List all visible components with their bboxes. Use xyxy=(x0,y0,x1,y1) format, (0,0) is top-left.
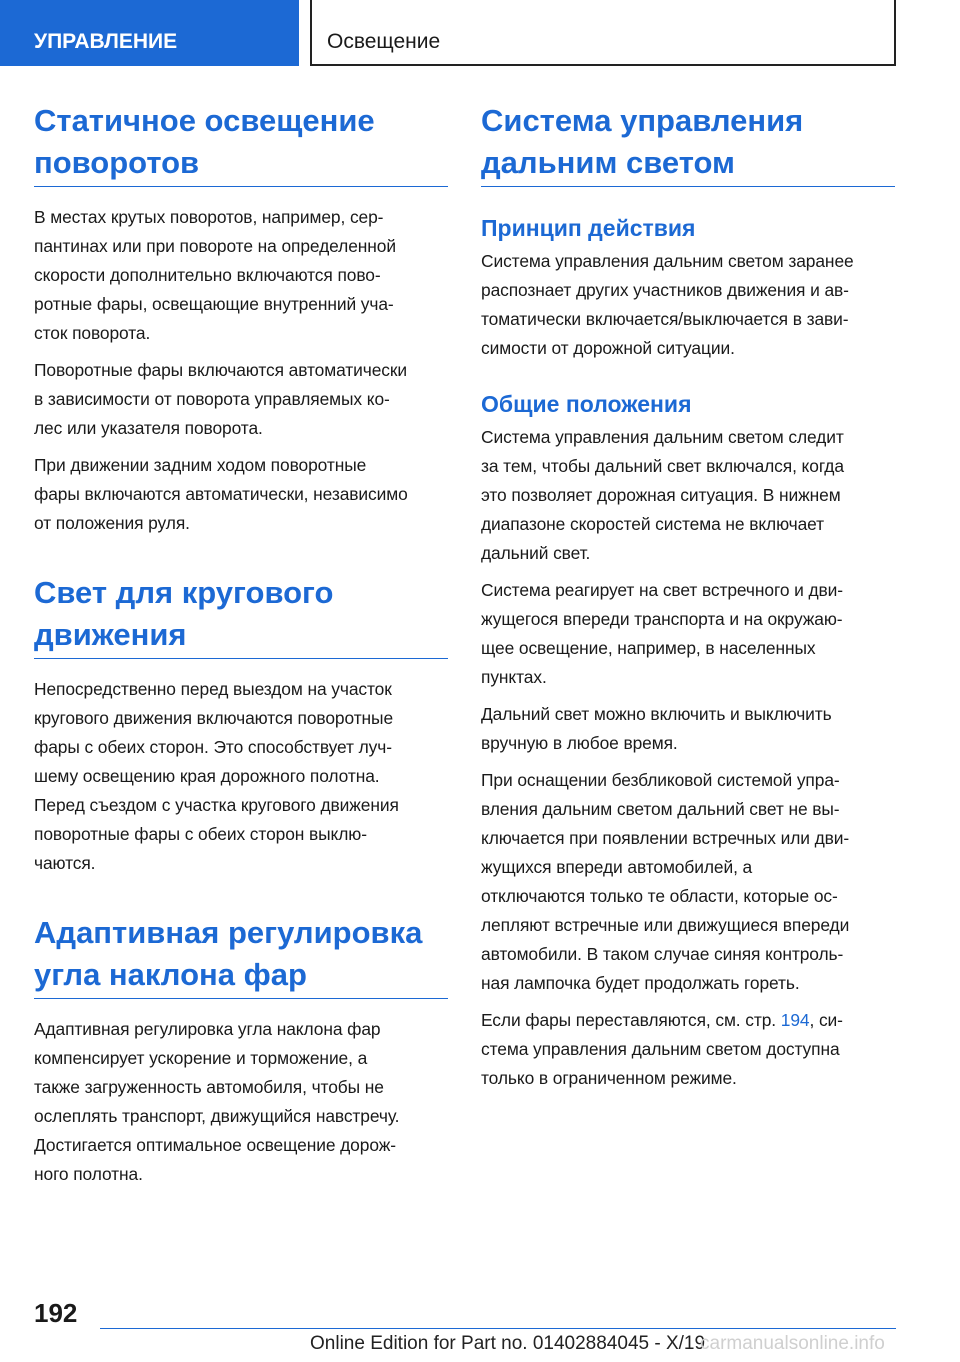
text-line: ослеплять транспорт, движущийся навстречу. xyxy=(34,1106,400,1126)
text-line: компенсирует ускорение и торможение, а xyxy=(34,1048,368,1068)
text-line: ключается при появлении встречных или дви- xyxy=(481,828,850,848)
text-line: поворотов xyxy=(34,145,200,180)
text-line: чаются. xyxy=(34,853,96,873)
paragraph xyxy=(481,576,895,692)
text-fragment: Если фары переставляются, см. стр. xyxy=(481,1010,781,1030)
text-line: лес или указателя поворота. xyxy=(34,418,263,438)
chapter-tab: УПРАВЛЕНИЕ xyxy=(0,0,299,66)
text-line: дальним светом xyxy=(481,145,735,180)
text-line: ного полотна. xyxy=(34,1164,143,1184)
principle-subsection xyxy=(481,213,895,363)
edition-note: Online Edition for Part no. 01402884045 - X/19 xyxy=(310,1333,706,1354)
text-line: Система управления xyxy=(481,103,804,138)
text-line: В местах крутых поворотов, например, сер- xyxy=(34,207,384,227)
section-title: Освещение xyxy=(310,0,896,66)
paragraph xyxy=(34,451,448,538)
text-line: щее освещение, например, в населенных xyxy=(481,638,816,658)
text-line: ротные фары, освещающие внутренний уча- xyxy=(34,294,394,314)
text-line: в зависимости от поворота управляемых ко- xyxy=(34,389,390,409)
text-line: кругового движения включаются поворотные xyxy=(34,708,394,728)
paragraph xyxy=(481,700,895,758)
adaptive-headlight-range-section xyxy=(34,912,448,1189)
section-heading xyxy=(34,572,448,659)
text-line: ная лампочка будет продолжать гореть. xyxy=(481,973,800,993)
text-line: это позволяет дорожная ситуация. В нижнем xyxy=(481,485,841,505)
text-line: Статичное освещение xyxy=(34,103,375,138)
text-line: пантинах или при повороте на определенной xyxy=(34,236,396,256)
text-line: При оснащении безбликовой системой упра- xyxy=(481,770,840,790)
text-line: фары включаются автоматически, независимо xyxy=(34,484,408,504)
text-line: томатически включается/выключается в зави- xyxy=(481,309,849,329)
section-heading xyxy=(481,100,895,187)
text-line: Система управления дальним светом заранее xyxy=(481,251,854,271)
roundabout-light-section xyxy=(34,572,448,878)
text-line: симости от дорожной ситуации. xyxy=(481,338,735,358)
static-turn-lights-section xyxy=(34,100,448,538)
text-line: поворотные фары с обеих сторон выклю- xyxy=(34,824,367,844)
text-line: Свет для кругового xyxy=(34,575,334,610)
text-line: сток поворота. xyxy=(34,323,151,343)
text-line: Непосредственно перед выездом на участок xyxy=(34,679,392,699)
general-subsection xyxy=(481,389,895,1093)
text-line: фары с обеих сторон. Это способствует луч- xyxy=(34,737,392,757)
text-line: лепляют встречные или движущиеся впереди xyxy=(481,915,850,935)
text-line: стема управления дальним светом доступна xyxy=(481,1039,840,1059)
text-line: распознает других участников движения и ав- xyxy=(481,280,849,300)
subsection-heading: Принцип действия xyxy=(481,215,696,241)
paragraph xyxy=(34,356,448,443)
subsection-heading: Общие положения xyxy=(481,391,692,417)
text-line: Адаптивная регулировка xyxy=(34,915,423,950)
paragraph xyxy=(481,1006,895,1093)
text-line: Перед съездом с участка кругового движения xyxy=(34,795,399,815)
page-number: 192 xyxy=(34,1298,78,1328)
right-column xyxy=(481,100,895,1119)
text-line: от положения руля. xyxy=(34,513,190,533)
section-heading xyxy=(34,912,448,999)
text-line: шему освещению края дорожного полотна. xyxy=(34,766,380,786)
text-line: за тем, чтобы дальний свет включался, когда xyxy=(481,456,844,476)
text-line: только в ограниченном режиме. xyxy=(481,1068,737,1088)
paragraph xyxy=(481,766,895,998)
paragraph-continuation xyxy=(481,1035,895,1093)
text-line: пунктах. xyxy=(481,667,547,687)
text-line: При движении задним ходом поворотные xyxy=(34,455,367,475)
footer-rule xyxy=(100,1328,896,1329)
text-line: дальний свет. xyxy=(481,543,591,563)
text-fragment: , си- xyxy=(809,1010,843,1030)
text-line: также загруженность автомобиля, чтобы не xyxy=(34,1077,384,1097)
text-line: вручную в любое время. xyxy=(481,733,678,753)
text-line: Достигается оптимальное освещение дорож- xyxy=(34,1135,396,1155)
text-line: движения xyxy=(34,617,187,652)
text-line: Адаптивная регулировка угла наклона фар xyxy=(34,1019,381,1039)
text-line: Дальний свет можно включить и выключить xyxy=(481,704,832,724)
watermark: carmanualsonline.info xyxy=(700,1333,885,1354)
section-heading xyxy=(34,100,448,187)
text-line: жущихся впереди автомобилей, а xyxy=(481,857,753,877)
left-column xyxy=(34,100,448,1223)
paragraph xyxy=(34,1015,448,1189)
text-line: жущегося впереди транспорта и на окружаю- xyxy=(481,609,843,629)
text-line: скорости дополнительно включаются пово- xyxy=(34,265,381,285)
text-line: диапазоне скоростей система не включает xyxy=(481,514,825,534)
text-line xyxy=(481,1006,895,1035)
text-line: вления дальним светом дальний свет не вы- xyxy=(481,799,840,819)
text-line: автомобили. В таком случае синяя контроль- xyxy=(481,944,844,964)
page-reference-link[interactable]: 194 xyxy=(780,1010,810,1030)
paragraph xyxy=(34,203,448,348)
text-line: угла наклона фар xyxy=(34,957,307,992)
page-header xyxy=(0,0,960,66)
paragraph xyxy=(481,423,895,568)
text-line: Поворотные фары включаются автоматически xyxy=(34,360,408,380)
text-line: Система управления дальним светом следит xyxy=(481,427,844,447)
text-line: Система реагирует на свет встречного и дви- xyxy=(481,580,843,600)
paragraph xyxy=(34,675,448,878)
paragraph xyxy=(481,247,895,363)
text-line: отключаются только те области, которые ос- xyxy=(481,886,838,906)
